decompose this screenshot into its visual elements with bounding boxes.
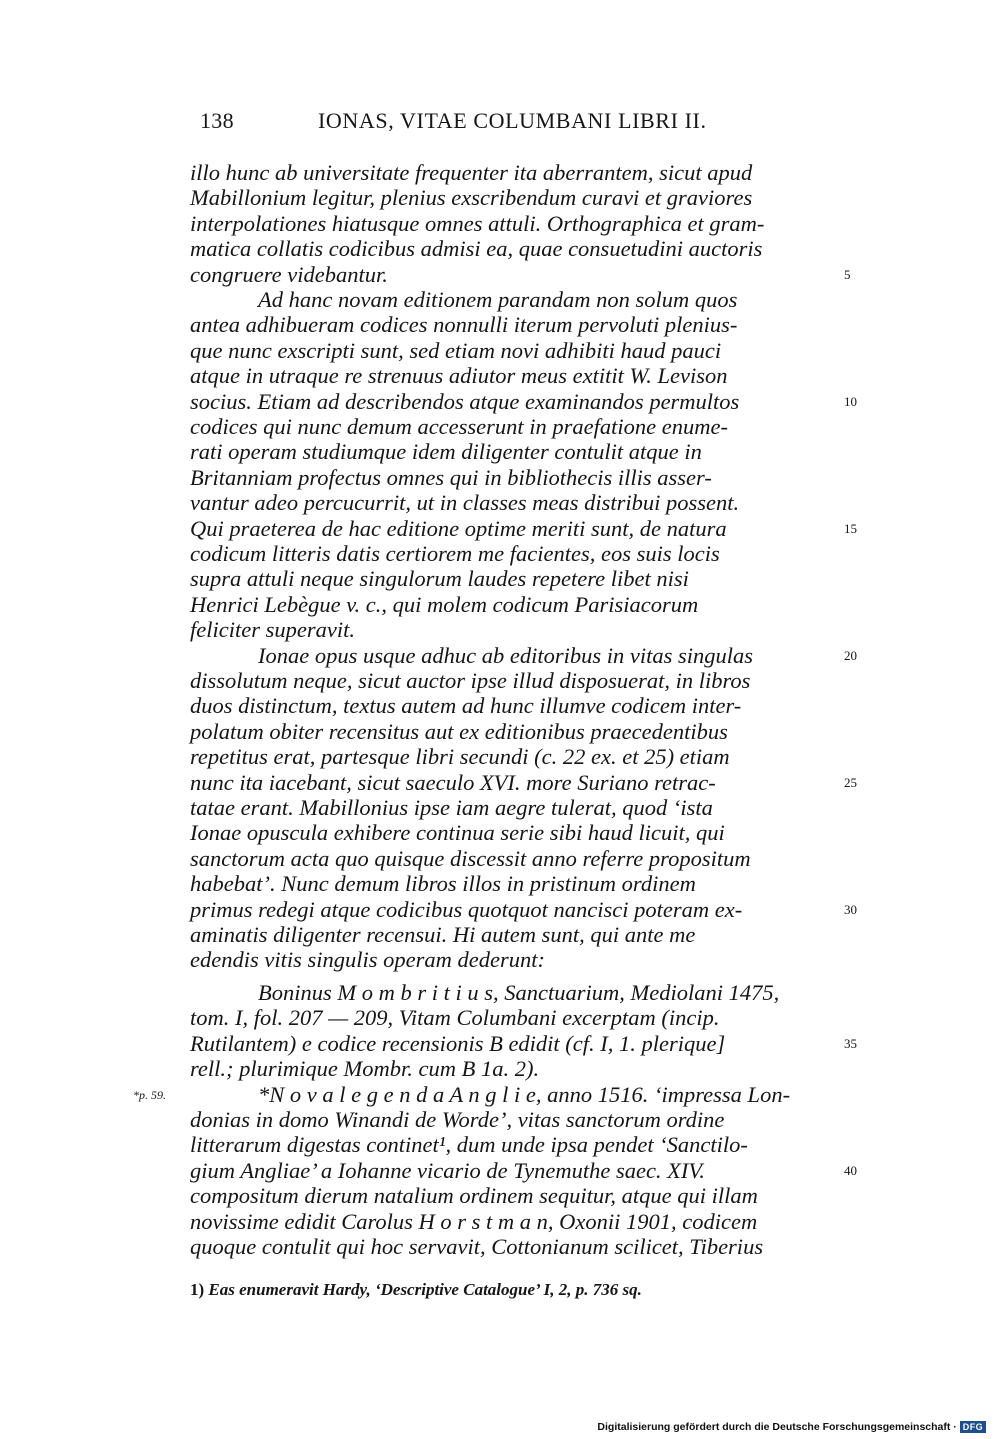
- text-line: matica collatis codicibus admisi ea, quae consuetudini auctoris: [190, 236, 763, 262]
- line-number: 15: [844, 520, 857, 536]
- line-number: 25: [844, 774, 857, 790]
- text-line: congruere videbantur.: [190, 261, 388, 287]
- text-line: Ionae opus usque adhuc ab editoribus in vitas singulas: [258, 642, 753, 668]
- text-line: Rutilantem) e codice recensionis B edidit (cf. I, 1. plerique]: [190, 1030, 726, 1056]
- text-line: polatum obiter recensitus aut ex editionibus praecedentibus: [190, 718, 728, 744]
- text-line: tom. I, fol. 207 — 209, Vitam Columbani excerptam (incip.: [190, 1005, 720, 1031]
- text-line: socius. Etiam ad describendos atque examinandos permultos: [190, 388, 740, 414]
- text-line: tatae erant. Mabillonius ipse iam aegre tulerat, quod ‘ista: [190, 795, 713, 820]
- text-line: sanctorum acta quo quisque discessit anno referre propositum: [190, 845, 751, 871]
- margin-page-reference: *p. 59.: [133, 1087, 166, 1102]
- text-line: aminatis diligenter recensui. Hi autem sunt, qui ante me: [190, 922, 696, 947]
- text-line: duos distinctum, textus autem ad hunc illumve codicem inter-: [190, 693, 742, 719]
- text-line: gium Angliae’ a Iohanne vicario de Tynemuthe saec. XIV.: [190, 1157, 705, 1183]
- text-line: antea adhibueram codices nonnulli iterum pervoluti plenius-: [190, 312, 738, 338]
- text-line: interpolationes hiatusque omnes attuli. Orthographica et gram-: [190, 210, 765, 236]
- text-line: compositum dierum natalium ordinem sequitur, atque qui illam: [190, 1183, 758, 1209]
- page-number: 138: [200, 108, 234, 133]
- line-number: 20: [844, 647, 857, 663]
- text-line: codices qui nunc demum accesserunt in praefatione enume-: [190, 414, 728, 439]
- text-line: Mabillonium legitur, plenius exscribendum curavi et graviores: [190, 185, 753, 211]
- line-number: 35: [844, 1035, 857, 1051]
- line-number: 30: [844, 901, 857, 917]
- text-line: *N o v a l e g e n d a A n g l i e, anno 1516. ‘impressa Lon-: [258, 1081, 791, 1107]
- text-line: Ionae opuscula exhibere continua serie sibi haud licuit, qui: [190, 820, 725, 846]
- text-line: feliciter superavit.: [190, 617, 355, 643]
- text-line: supra attuli neque singulorum laudes repetere libet nisi: [190, 566, 689, 592]
- digitization-credit: [597, 1421, 986, 1433]
- text-line: dissolutum neque, sicut auctor ipse illud disposuerat, in libros: [190, 668, 751, 693]
- text-line: donias in domo Winandi de Worde’, vitas sanctorum ordine: [190, 1107, 725, 1132]
- text-line: codicum litteris datis certiorem me facientes, eos suis locis: [190, 541, 720, 566]
- line-number: 40: [844, 1162, 857, 1178]
- footnote-mark: 1): [190, 1280, 205, 1299]
- text-line: litterarum digestas continet¹, dum unde ipsa pendet ‘Sanctilo-: [190, 1132, 748, 1158]
- credit-text: Digitalisierung gefördert durch die Deutsche Forschungsgemeinschaft ·: [597, 1421, 957, 1433]
- text-line: Henrici Lebègue v. c., qui molem codicum Parisiacorum: [190, 591, 699, 617]
- text-line: que nunc exscripti sunt, sed etiam novi adhibiti haud pauci: [190, 337, 722, 363]
- text-line: illo hunc ab universitate frequenter ita aberrantem, sicut apud: [190, 160, 753, 185]
- text-line: quoque contulit qui hoc servavit, Cottonianum scilicet, Tiberius: [190, 1234, 764, 1259]
- line-number: 5: [844, 266, 851, 282]
- text-line: repetitus erat, partesque libri secundi (c. 22 ex. et 25) etiam: [190, 744, 730, 770]
- text-line: Qui praeterea de hac editione optime meriti sunt, de natura: [190, 515, 727, 541]
- text-line: rell.; plurimique Mombr. cum B 1a. 2).: [190, 1056, 540, 1082]
- footnote: [190, 1280, 642, 1300]
- text-line: rati operam studiumque idem diligenter contulit atque in: [190, 439, 702, 465]
- text-line: vantur adeo percucurrit, ut in classes meas distribui possent.: [190, 490, 740, 516]
- text-line: Britanniam profectus omnes qui in bibliothecis illis asser-: [190, 464, 712, 490]
- text-line: primus redegi atque codicibus quotquot nancisci poteram ex-: [190, 896, 743, 922]
- text-line: novissime edidit Carolus H o r s t m a n, Oxonii 1901, codicem: [190, 1208, 758, 1234]
- text-line: Ad hanc novam editionem parandam non solum quos: [258, 287, 738, 312]
- dfg-logo-icon: DFG: [960, 1421, 986, 1433]
- text-line: edendis vitis singulis operam dederunt:: [190, 947, 545, 973]
- text-line: atque in utraque re strenuus adiutor meus extitit W. Levison: [190, 363, 728, 389]
- line-number: 10: [844, 393, 857, 409]
- text-line: habebat’. Nunc demum libros illos in pristinum ordinem: [190, 871, 696, 897]
- text-line: nunc ita iacebant, sicut saeculo XVI. more Suriano retrac-: [190, 769, 716, 795]
- running-title: IONAS, VITAE COLUMBANI LIBRI II.: [318, 108, 707, 133]
- running-head: [0, 108, 1000, 138]
- footnote-text: Eas enumeravit Hardy, ‘Descriptive Catalogue’ I, 2, p. 736 sq.: [208, 1280, 642, 1299]
- text-line: Boninus M o m b r i t i u s, Sanctuarium, Mediolani 1475,: [258, 980, 780, 1005]
